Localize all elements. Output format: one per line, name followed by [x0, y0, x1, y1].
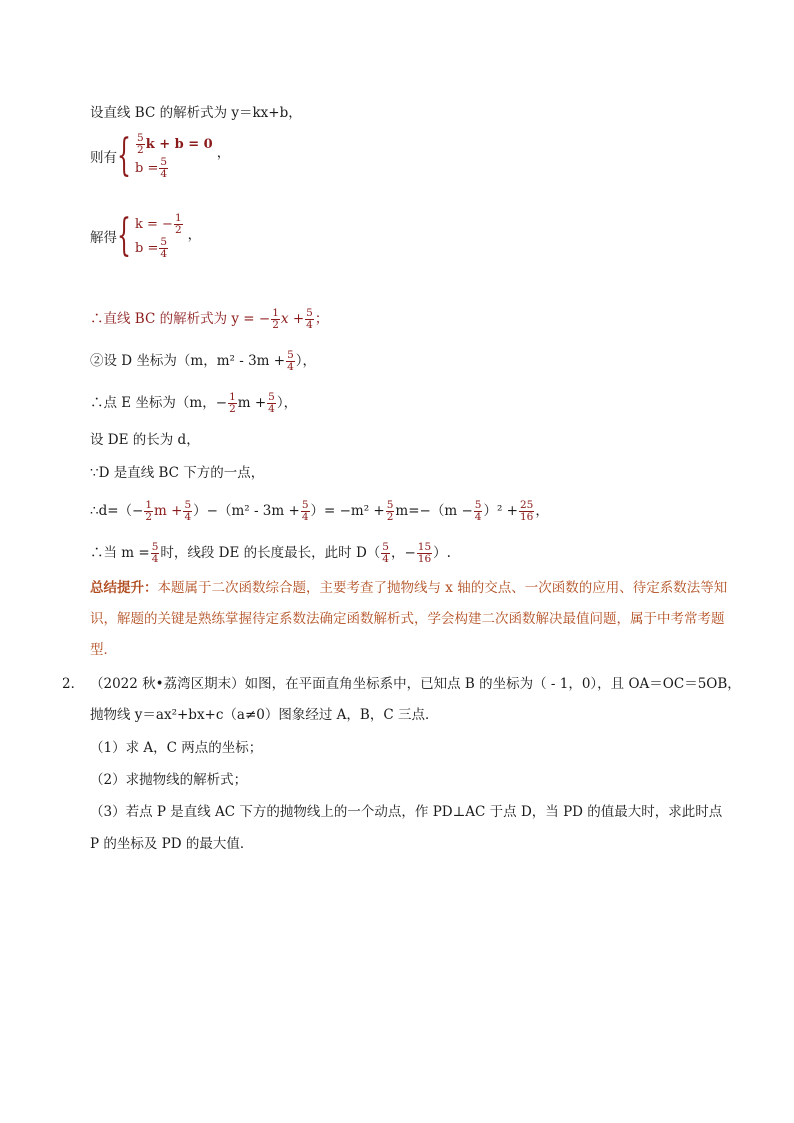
- fraction: $\frac{5}{4}$: [268, 391, 275, 415]
- problem-2-question-3-cont: P 的坐标及 PD 的最大值．: [90, 836, 254, 852]
- line-text: 设 DE 的长为 d，: [90, 432, 200, 448]
- line-de-length: [90, 430, 200, 450]
- system-row: [135, 235, 184, 260]
- fraction: $\frac{5}{4}$: [382, 541, 389, 565]
- line-text: ∴d=（−: [90, 503, 144, 519]
- problem-2-question-1: （1）求 A，C 两点的坐标；: [90, 740, 263, 756]
- fraction: $\frac{15}{16}$: [417, 541, 432, 565]
- line-text: 设直线 BC 的解析式为 y＝kx+b，: [90, 105, 302, 121]
- fraction: $\frac{1}{2}$: [174, 211, 182, 236]
- system-row: [135, 211, 184, 236]
- line-bc-formula: [90, 103, 302, 123]
- fraction: $\frac{5}{4}$: [151, 541, 159, 565]
- fraction: $\frac{5}{4}$: [287, 349, 294, 373]
- system-rows: [135, 131, 213, 180]
- fraction: $\frac{1}{2}$: [229, 391, 236, 415]
- row-text: k + b = 0: [145, 136, 213, 152]
- system-suffix: ，: [187, 227, 202, 243]
- line-text: ∴直线 BC 的解析式为 y = −: [90, 311, 271, 327]
- fraction: $\frac{5}{4}$: [474, 499, 482, 523]
- row-text: b =: [135, 160, 159, 176]
- brace-symbol: {: [117, 130, 131, 181]
- row-text: b =: [135, 240, 159, 256]
- problem-2-number: 2．: [62, 676, 85, 692]
- line-text: ）.: [433, 545, 451, 561]
- problem-2-line2: 抛物线 y＝ax²+bx+c（a≠0）图象经过 A，B，C 三点．: [90, 707, 439, 723]
- system-prefix: 则有: [90, 150, 117, 166]
- summary-label: 总结提升：: [90, 580, 158, 596]
- fraction: $\frac{5}{4}$: [301, 499, 309, 523]
- fraction: $\frac{1}{2}$: [145, 499, 153, 523]
- line-d-below: [90, 463, 264, 483]
- problem-2-question-2: （2）求抛物线的解析式；: [90, 772, 248, 788]
- fraction: $\frac{5}{2}$: [137, 131, 144, 156]
- line-d-expression: ∴d=（− $\frac{1}{2}$ m + $\frac{5}{4}$ ）−（m² - 3m + $\frac{5}{4}$ ）= −m² + $\frac{5}{2}$ m=−（m − $\frac{5}{4}$ ）² + $\frac{25}{16}$ ，: [90, 499, 549, 523]
- row-text: k = −: [135, 216, 173, 232]
- problem-2-question-3: （3）若点 P 是直线 AC 下方的抛物线上的一个动点，作 PD⊥AC 于点 D，当 PD 的值最大时，求此时点: [90, 804, 723, 820]
- line-d-coordinate: [90, 350, 316, 373]
- line-text: ，−: [390, 545, 416, 561]
- system-row: [135, 131, 213, 156]
- fraction: $\frac{5}{4}$: [160, 155, 168, 180]
- line-text: ∴当 m =: [90, 545, 150, 561]
- summary-text: 本题属于二次函数综合题，主要考查了抛物线与 x 轴的交点、一次函数的应用、待定系数法等知识，解题的关键是熟练掌握待定系数法确定函数解析式，学会构建二次函数解决最值问题，属于中考常考题型．: [90, 580, 728, 658]
- line-text: ），: [276, 395, 298, 411]
- fraction: $\frac{1}{2}$: [272, 307, 279, 331]
- problem-2-line1: （2022 秋•荔湾区期末）如图，在平面直角坐标系中，已知点 B 的坐标为（ - 1，0），且 OA＝OC＝5OB，: [90, 676, 741, 692]
- line-text: m +: [237, 395, 267, 411]
- line-text: ∵D 是直线 BC 下方的一点，: [90, 465, 265, 481]
- line-e-coordinate: [90, 392, 297, 415]
- fraction: $\frac{5}{4}$: [160, 235, 168, 260]
- fraction: $\frac{25}{16}$: [519, 499, 534, 523]
- system-prefix: 解得: [90, 230, 117, 246]
- fraction: $\frac{5}{4}$: [306, 307, 313, 331]
- fraction: $\frac{5}{4}$: [184, 499, 192, 523]
- line-text: ），: [295, 353, 316, 369]
- line-max-length: [90, 542, 451, 565]
- brace-symbol: {: [117, 210, 131, 261]
- system-suffix: ，: [216, 145, 231, 161]
- line-text: 时，线段 DE 的长度最长，此时 D（: [160, 545, 381, 561]
- line-text: ∴点 E 坐标为（m，−: [90, 395, 228, 411]
- equation-system-2: [90, 210, 202, 261]
- line-text: ②设 D 坐标为（m，m² - 3m +: [90, 353, 286, 369]
- fraction: $\frac{5}{2}$: [386, 499, 394, 523]
- system-rows: [135, 211, 184, 260]
- system-row: [135, 155, 213, 180]
- line-bc-result: ∴直线 BC 的解析式为 y = − $\frac{1}{2}$ x + $\frac{5}{4}$ ；: [90, 307, 329, 331]
- equation-system-1: [90, 130, 231, 181]
- summary-block: [90, 573, 730, 666]
